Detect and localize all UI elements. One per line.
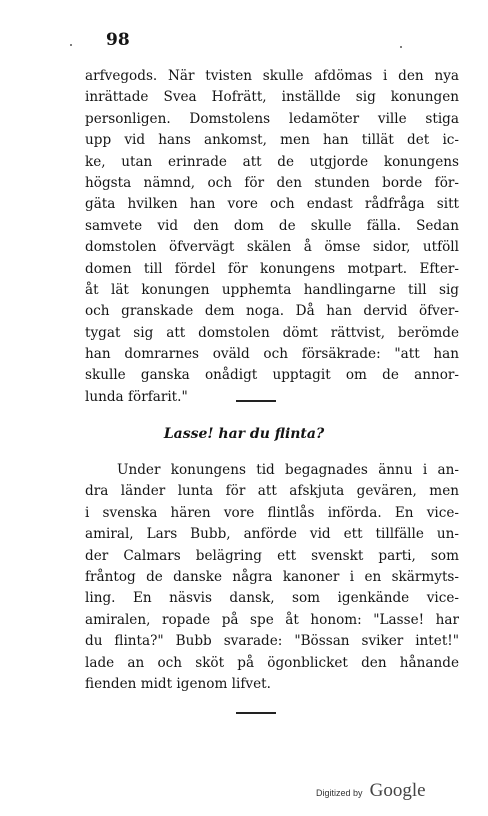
text-line: och granskade dem noga. Då han dervid öfver- bbox=[85, 303, 459, 320]
text-line: domstolen öfvervägt skälen å ömse sidor, utföll bbox=[85, 239, 459, 256]
text-line: lunda förfarit." bbox=[85, 388, 188, 405]
text-line: ling. En näsvis dansk, som igenkände vice- bbox=[85, 590, 459, 607]
text-line: dra länder lunta för att afskjuta gevären, men bbox=[85, 483, 459, 500]
paragraph-two bbox=[85, 460, 459, 695]
text-line: der Calmars belägring ett svenskt parti, som bbox=[85, 547, 459, 564]
text-line: tygat sig att domstolen dömt rättvist, berömde bbox=[85, 324, 459, 341]
end-divider bbox=[236, 712, 276, 714]
text-line: inrättade Svea Hofrätt, inställde sig konungen bbox=[85, 89, 459, 106]
page-mark bbox=[400, 46, 402, 48]
digitization-credit bbox=[316, 780, 426, 802]
text-line: högsta nämnd, och för den stunden borde för- bbox=[85, 174, 459, 191]
text-line: fienden midt igenom lifvet. bbox=[85, 675, 271, 692]
text-line: amiralen, ropade på spe åt honom: "Lasse! har bbox=[85, 611, 459, 628]
text-line: domen till fördel för konungens motpart. Efter- bbox=[85, 260, 459, 277]
digitized-by-label: Digitized by bbox=[316, 788, 363, 798]
text-line: han domrarnes oväld och försäkrade: "att han bbox=[85, 346, 459, 363]
text-line: samvete vid den dom de skulle fälla. Sedan bbox=[85, 217, 459, 234]
text-line: ke, utan erinrade att de utgjorde konungens bbox=[85, 153, 459, 170]
text-line: amiral, Lars Bubb, anförde vid ett tillfälle un- bbox=[85, 526, 459, 543]
page-mark bbox=[70, 44, 72, 46]
page-number: 98 bbox=[106, 30, 130, 50]
text-line: i svenska hären vore flintlås införda. En vice- bbox=[85, 504, 459, 521]
text-line: åt lät konungen upphemta handlingarne till sig bbox=[85, 281, 459, 298]
text-line: fråntog de danske några kanoner i en skärmyts- bbox=[85, 568, 459, 585]
text-line: gäta hvilken han vore och endast rådfråga sitt bbox=[85, 196, 459, 213]
text-line: upp vid hans ankomst, men han tillät det ic- bbox=[85, 132, 459, 149]
anecdote-heading: Lasse! har du flinta? bbox=[163, 426, 325, 442]
google-logo: Google bbox=[369, 780, 426, 801]
text-line: arfvegods. När tvisten skulle afdömas i den nya bbox=[85, 68, 459, 84]
section-divider bbox=[236, 400, 276, 402]
paragraph-one bbox=[85, 66, 459, 408]
text-line: personligen. Domstolens ledamöter ville stiga bbox=[85, 110, 459, 127]
text-line: Under konungens tid begagnades ännu i an- bbox=[117, 462, 459, 478]
text-line: du flinta?" Bubb svarade: "Bössan sviker intet!" bbox=[85, 633, 459, 650]
text-line: lade an och sköt på ögonblicket den hånande bbox=[85, 654, 459, 671]
text-line: skulle ganska onådigt upptagit om de annor- bbox=[85, 367, 459, 384]
